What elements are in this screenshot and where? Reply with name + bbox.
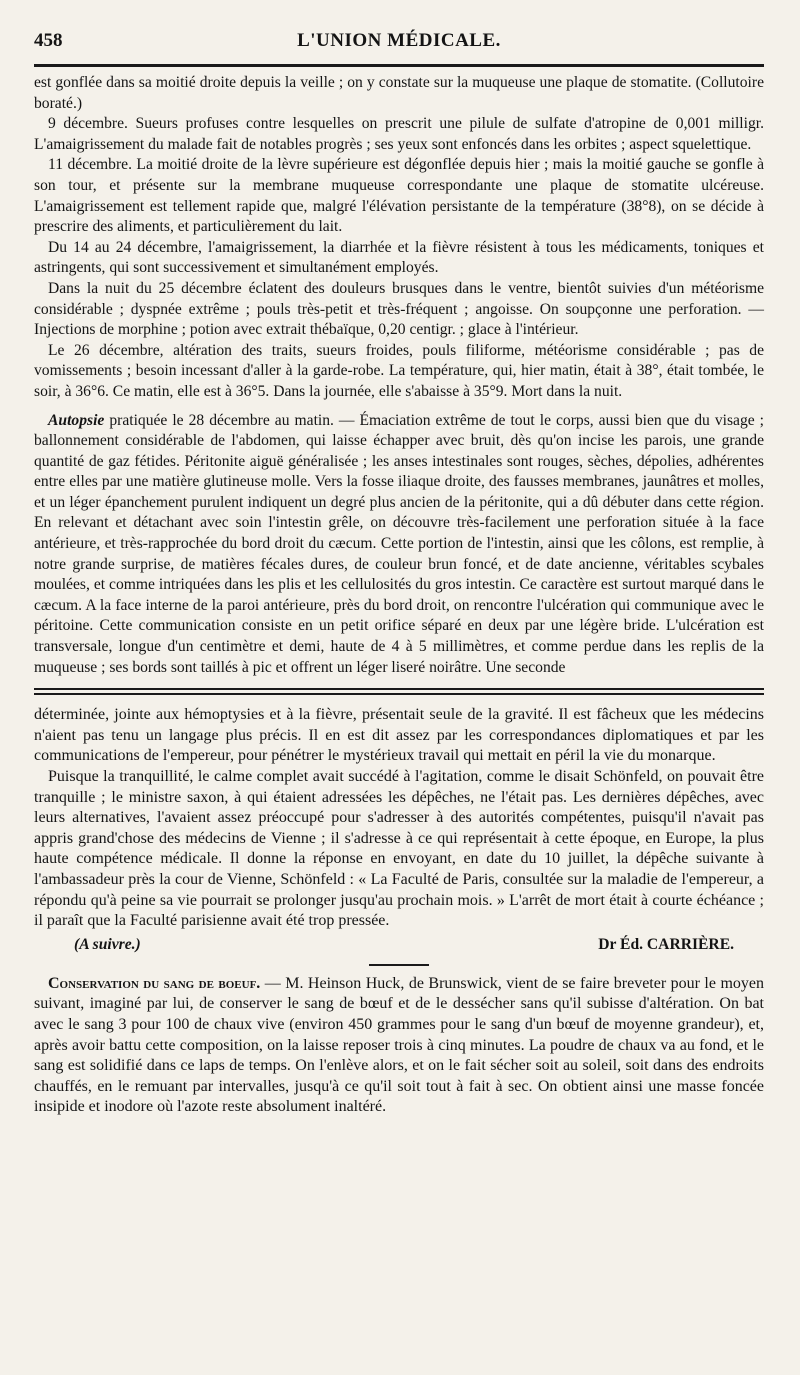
feuilleton-separator — [34, 688, 764, 695]
clinical-case-text — [34, 73, 764, 678]
autopsy-paragraph — [34, 411, 764, 679]
paragraph: Dans la nuit du 25 décembre éclatent des douleurs brusques dans le ventre, bientôt suivies d'un météorisme considérable ; dyspnée extrême ; pouls très-petit et très-fréquent ; angoisse. On soupçonne une perforation. — Injections de morphine ; potion avec extrait thébaïque, 0,20 centigr. ; glace à l'intérieur. — [34, 279, 764, 339]
notice-body: — M. Heinson Huck, de Brunswick, vient de se faire breveter pour le moyen suivant, imaginé par lui, de conserver le sang de bœuf et de le dessécher sans qu'il subisse d'altération. On bat avec le sang 3 pour 100 de chaux vive (environ 450 grammes pour le sang d'un bœuf de moyenne grandeur), et, après avoir battu cette composition, on la laisse reposer trois à cinq minutes. La poudre de chaux va au fond, et le sang est solidifié dans ce laps de temps. On l'enlève alors, et on le fait sécher soit au soleil, soit dans des endroits chauffés, en le remuant par intervalles, jusqu'à ce qu'il soit tout à fait à sec. On obtient ainsi une masse foncée insipide et inodore où l'azote reste absolument inaltéré. — [34, 974, 764, 1116]
paragraph: 11 décembre. La moitié droite de la lèvre supérieure est dégonflée depuis hier ; mais la moitié gauche se gonfle à son tour, et présente sur la membrane muqueuse correspondante une plaque de stomatite ulcéreuse. L'amaigrissement est tellement rapide que, malgré l'élévation persistante de la température (38°8), on se décide à prescrire des aliments, et particulièrement du lait. — [34, 156, 764, 236]
notice-title: Conservation du sang de boeuf. — [48, 974, 261, 992]
author-signature: Dr Éd. CARRIÈRE. — [598, 935, 734, 953]
signature-row — [34, 936, 764, 954]
section-divider — [369, 964, 429, 966]
feuilleton-text — [34, 705, 764, 932]
paragraph: 9 décembre. Sueurs profuses contre lesquelles on prescrit une pilule de sulfate d'atropine de 0,001 milligr. L'amaigrissement du malade fait de notables progrès ; ses yeux sont enfoncés dans les orbites ; aspect squelettique. — [34, 115, 764, 153]
notice-paragraph — [34, 974, 764, 1118]
paragraph: Le 26 décembre, altération des traits, sueurs froides, pouls filiforme, météorisme considérable ; pas de vomissements ; besoin incessant d'aller à la garde-robe. La température, qui, hier matin, était à 38°, était tombée, le soir, à 36°6. Ce matin, elle est à 36°5. Dans la journée, elle s'abaisse à 35°9. Mort dans la nuit. — [34, 341, 764, 400]
paragraph: Du 14 au 24 décembre, l'amaigrissement, la diarrhée et la fièvre résistent à tous les médicaments, toniques et astringents, qui sont successivement et simultanément employés. — [34, 238, 764, 277]
paragraph: Puisque la tranquillité, le calme complet avait succédé à l'agitation, comme le disait Schönfeld, on pouvait être tranquille ; le ministre saxon, à qui étaient adressées les dépêches, ne l'était pas. Les dernières dépêches, avec leurs alternatives, l'avaient assez préoccupé pour s'adresser à des autorités compétentes, puisqu'il n'avait pas appris grand'chose des médecins de Vienne ; il s'adresse à ce qui représentait à cette époque, en Europe, la plus haute compétence médicale. Il donne la réponse en envoyant, en date du 10 juillet, la dépêche suivante à l'ambassadeur près la cour de Vienne, Schönfeld : « La Faculté de Paris, consultée sur la maladie de l'empereur, a répondu qu'à peine sa vie pourrait se prolonger jusqu'au prochain mois. » L'arrêt de mort était à courte échéance ; il paraît que la Faculté parisienne avait été trop pressée. — [34, 768, 764, 930]
header-rule — [34, 64, 764, 67]
paragraph: est gonflée dans sa moitié droite depuis la veille ; on y constate sur la muqueuse une plaque de stomatite. (Collutoire boraté.) — [34, 74, 764, 112]
page-header — [34, 30, 764, 60]
journal-title: L'UNION MÉDICALE. — [297, 30, 501, 51]
notice-text — [34, 974, 764, 1118]
to-follow: (A suivre.) — [74, 935, 141, 953]
autopsy-label: Autopsie — [48, 411, 105, 429]
page-number: 458 — [34, 30, 63, 51]
paragraph: déterminée, jointe aux hémoptysies et à la fièvre, présentait seule de la gravité. Il est fâcheux que les médecins n'aient pas tenu un langage plus précis. Il en est dit assez par les correspondances diplomatiques et par les communications de l'empereur, pour pénétrer le mystérieux travail qui mettait en péril la vie du monarque. — [34, 706, 764, 765]
autopsy-text: pratiquée le 28 décembre au matin. — Émaciation extrême de tout le corps, aussi bien que du visage ; ballonnement considérable de l'abdomen, qui laisse échapper avec bruit, dès qu'on incise les parois, une grande quantité de gaz fétides. Péritonite aiguë généralisée ; les anses intestinales sont rouges, sèches, dépolies, adhérentes entre elles par une matière glutineuse molle. Vers la fosse iliaque droite, des fausses membranes, jaunâtres et molles, et un léger épanchement purulent indiquent un degré plus ancien de la péritonite, qui a dû débuter dans cette région. En relevant et détachant avec soin l'intestin grêle, on découvre très-facilement une perforation située à la face antérieure, et très-rapprochée du bord droit du cæcum. Cette portion de l'intestin, ainsi que les côlons, est remplie, à notre grande surprise, de matières fécales dures, de couleur brun foncé, et de date ancienne, véritables scybales moulées, et comme intriquées dans les plis et les cellulosités du gros intestin. Ce caractère est surtout marqué dans le cæcum. A la face interne de la paroi antérieure, près du bord droit, on rencontre l'ulcération qui communique avec le péritoine. Cette communication consiste en un petit orifice séparé en deux par une légère bride. L'ulcération est transversale, longue d'un centimètre et demi, haute de 4 à 5 millimètres, et comme perdue dans les replis de la muqueuse ; ses bords sont taillés à pic et offrent un léger liseré noirâtre. Une seconde — [34, 411, 764, 676]
